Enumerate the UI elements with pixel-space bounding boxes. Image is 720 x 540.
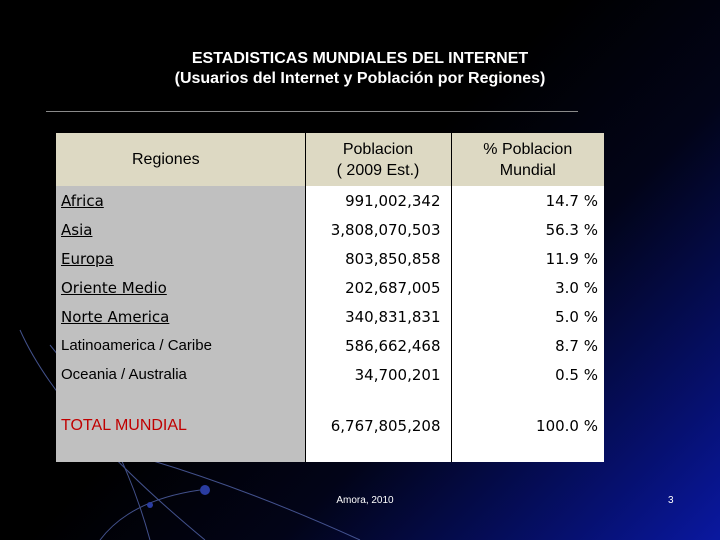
header-population <box>305 133 451 186</box>
table-row <box>56 360 604 389</box>
table-header-row <box>56 133 604 186</box>
percent-cell: 3.0 % <box>451 273 604 302</box>
internet-stats-table <box>56 133 604 462</box>
percent-cell: 5.0 % <box>451 302 604 331</box>
header-percent <box>451 133 604 186</box>
table-row <box>56 273 604 302</box>
population-cell: 991,002,342 <box>305 186 451 215</box>
slide-footer: Amora, 2010 <box>336 495 394 506</box>
region-cell: Latinoamerica / Caribe <box>56 331 305 360</box>
total-row <box>56 389 604 462</box>
slide-title: ESTADISTICAS MUNDIALES DEL INTERNET <box>191 50 529 67</box>
percent-cell: 0.5 % <box>451 360 604 389</box>
table-row <box>56 244 604 273</box>
population-cell: 586,662,468 <box>305 331 451 360</box>
table-row <box>56 215 604 244</box>
region-cell: Africa <box>56 186 305 215</box>
region-cell: Asia <box>56 215 305 244</box>
table-row <box>56 331 604 360</box>
population-cell: 34,700,201 <box>305 360 451 389</box>
header-percent-line1: % Poblacion <box>483 140 573 158</box>
region-cell: Norte America <box>56 302 305 331</box>
population-cell: 3,808,070,503 <box>305 215 451 244</box>
total-percent: 100.0 % <box>451 389 604 462</box>
percent-cell: 8.7 % <box>451 331 604 360</box>
title-divider <box>46 111 578 112</box>
region-cell: Oceania / Australia <box>56 360 305 389</box>
table-row <box>56 302 604 331</box>
total-population: 6,767,805,208 <box>305 389 451 462</box>
region-cell: Europa <box>56 244 305 273</box>
population-cell: 340,831,831 <box>305 302 451 331</box>
header-percent-line2: Mundial <box>499 161 556 179</box>
total-label: TOTAL MUNDIAL <box>56 389 305 462</box>
population-cell: 202,687,005 <box>305 273 451 302</box>
page-number: 3 <box>668 495 674 506</box>
percent-cell: 14.7 % <box>451 186 604 215</box>
header-population-line1: Poblacion <box>342 140 414 158</box>
population-cell: 803,850,858 <box>305 244 451 273</box>
slide-subtitle: (Usuarios del Internet y Población por Regiones) <box>174 70 546 87</box>
region-cell: Oriente Medio <box>56 273 305 302</box>
percent-cell: 56.3 % <box>451 215 604 244</box>
table-row <box>56 186 604 215</box>
header-population-line2: ( 2009 Est.) <box>336 161 420 179</box>
percent-cell: 11.9 % <box>451 244 604 273</box>
header-regions: Regiones <box>56 133 305 186</box>
